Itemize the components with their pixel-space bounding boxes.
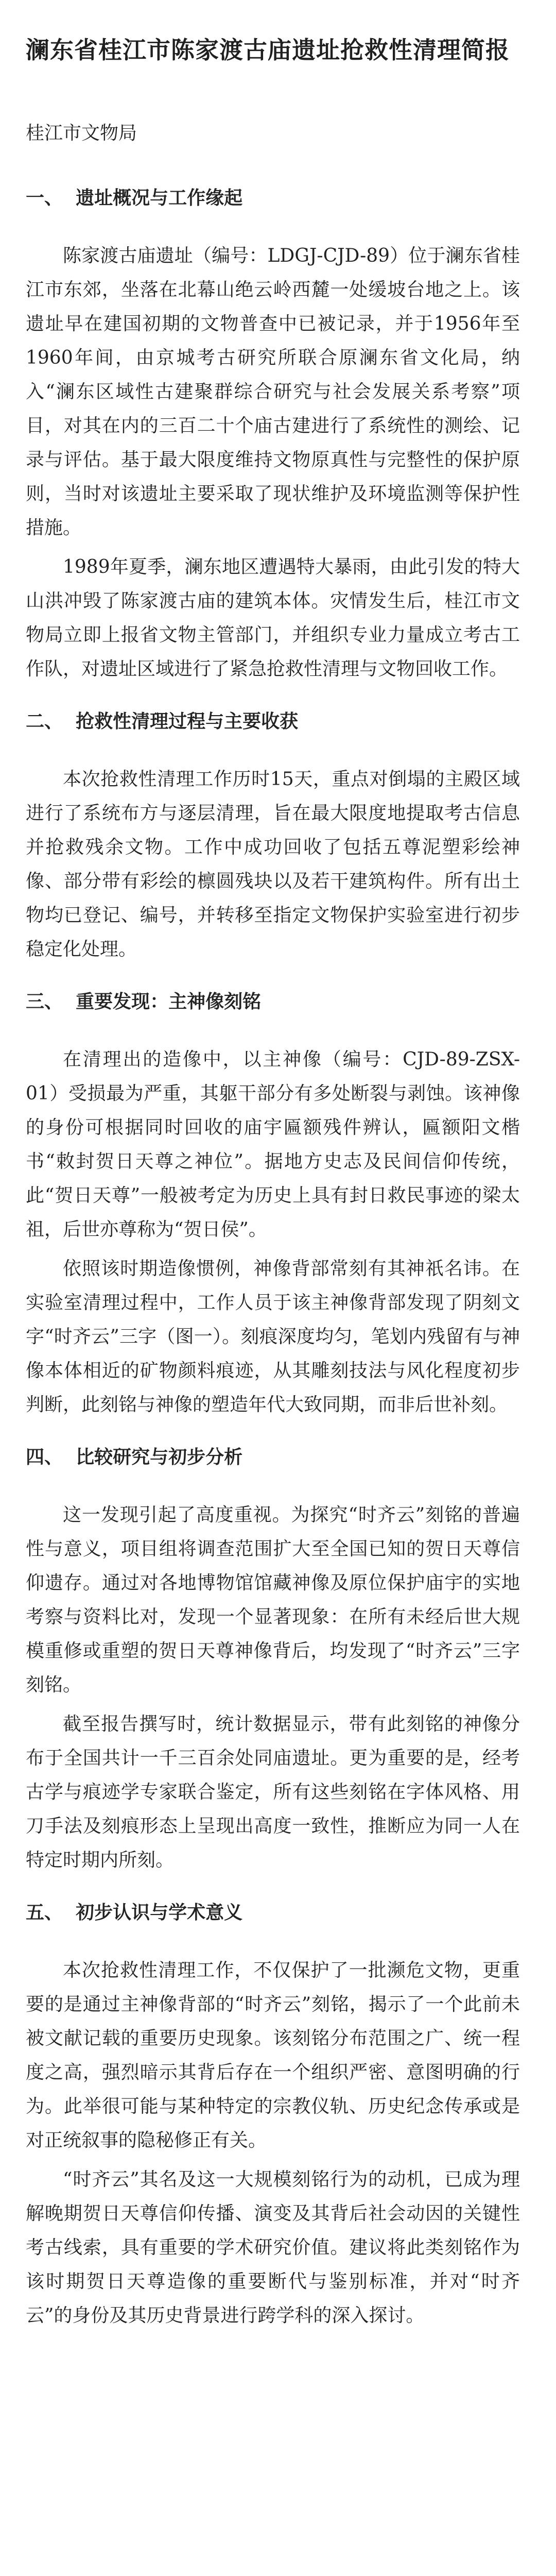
section-heading: 二、 抢救性清理过程与主要收获 [26, 710, 299, 732]
section-heading: 一、 遗址概况与工作缘起 [26, 187, 243, 209]
document-title: 澜东省桂江市陈家渡古庙遗址抢救性清理简报 [26, 36, 510, 64]
paragraph: 这一发现引起了高度重视。为探究“时齐云”刻铭的普遍性与意义，项目组将调查范围扩大至全国已知的贺日天尊信仰遗存。通过对各地博物馆馆藏神像及原位保护庙宇的实地考察与资料比对，发现一个显著现象：在所有未经后世大规模重修或重塑的贺日天尊神像背后，均发现了“时齐云”三字刻铭。 [26, 1504, 520, 1696]
section-heading: 三、 重要发现：主神像刻铭 [26, 991, 262, 1012]
paragraph: 截至报告撰写时，统计数据显示，带有此刻铭的神像分布于全国共计一千三百余处同庙遗址。更为重要的是，经考古学与痕迹学专家联合鉴定，所有这些刻铭在字体风格、用刀手法及刻痕形态上呈现出高度一致性，推断应为同一人在特定时期内所刻。 [26, 1714, 520, 1871]
paragraph: 1989年夏季，澜东地区遭遇特大暴雨，由此引发的特大山洪冲毁了陈家渡古庙的建筑本体。灾情发生后，桂江市文物局立即上报省文物主管部门，并组织专业力量成立考古工作队，对遗址区域进行了紧急抢救性清理与文物回收工作。 [26, 556, 520, 680]
section-1 [26, 183, 520, 686]
section-heading: 四、 比较研究与初步分析 [26, 1446, 243, 1468]
section-3 [26, 987, 520, 1422]
section-2 [26, 707, 520, 967]
paragraph: “时齐云”其名及这一大规模刻铭行为的动机，已成为理解晚期贺日天尊信仰传播、演变及其背后社会动因的关键性考古线索，具有重要的学术研究价值。建议将此类刻铭作为该时期贺日天尊造像的重要断代与鉴别标准，并对“时齐云”的身份及其历史背景进行跨学科的深入探讨。 [26, 2169, 520, 2326]
paragraph: 本次抢救性清理工作，不仅保护了一批濒危文物，更重要的是通过主神像背部的“时齐云”刻铭，揭示了一个此前未被文献记载的重要历史现象。该刻铭分布范围之广、统一程度之高，强烈暗示其背后存在一个组织严密、意图明确的行为。此举很可能与某种特定的宗教仪轨、历史纪念传承或是对正统叙事的隐秘修正有关。 [26, 1960, 520, 2151]
paragraph: 陈家渡古庙遗址（编号：LDGJ-CJD-89）位于澜东省桂江市东郊，坐落在北幕山绝云岭西麓一处缓坡台地之上。该遗址早在建国初期的文物普查中已被记录，并于1956年至1960年间，由京城考古研究所联合原澜东省文化局，纳入“澜东区域性古建聚群综合研究与社会发展关系考察”项目，对其在内的三百二十个庙古建进行了系统性的测绘、记录与评估。基于最大限度维持文物原真性与完整性的保护原则，当时对该遗址主要采取了现状维护及环境监测等保护性措施。 [26, 245, 520, 538]
paragraph: 依照该时期造像惯例，神像背部常刻有其神祇名讳。在实验室清理过程中，工作人员于该主神像背部发现了阴刻文字“时齐云”三字（图一）。刻痕深度均匀，笔划内残留有与神像本体相近的矿物颜料痕迹，从其雕刻技法与风化程度初步判断，此刻铭与神像的塑造年代大致同期，而非后世补刻。 [26, 1258, 520, 1415]
section-heading: 五、 初步认识与学术意义 [26, 1902, 243, 1923]
section-4 [26, 1443, 520, 1877]
issuing-organization: 桂江市文物局 [26, 123, 137, 144]
section-5 [26, 1898, 520, 2333]
paragraph: 在清理出的造像中，以主神像（编号：CJD-89-ZSX-01）受损最为严重，其躯干部分有多处断裂与剥蚀。该神像的身份可根据同时回收的庙宇匾额残件辨认，匾额阳文楷书“敕封贺日天尊之神位”。据地方史志及民间信仰传统，此“贺日天尊”一般被考定为历史上具有封日救民事迹的梁太祖，后世亦尊称为“贺日侯”。 [26, 1049, 520, 1240]
paragraph: 本次抢救性清理工作历时15天，重点对倒塌的主殿区域进行了系统布方与逐层清理，旨在最大限度地提取考古信息并抢救残余文物。工作中成功回收了包括五尊泥塑彩绘神像、部分带有彩绘的檩圆残块以及若干建筑构件。所有出土物均已登记、编号，并转移至指定文物保护实验室进行初步稳定化处理。 [26, 769, 520, 960]
